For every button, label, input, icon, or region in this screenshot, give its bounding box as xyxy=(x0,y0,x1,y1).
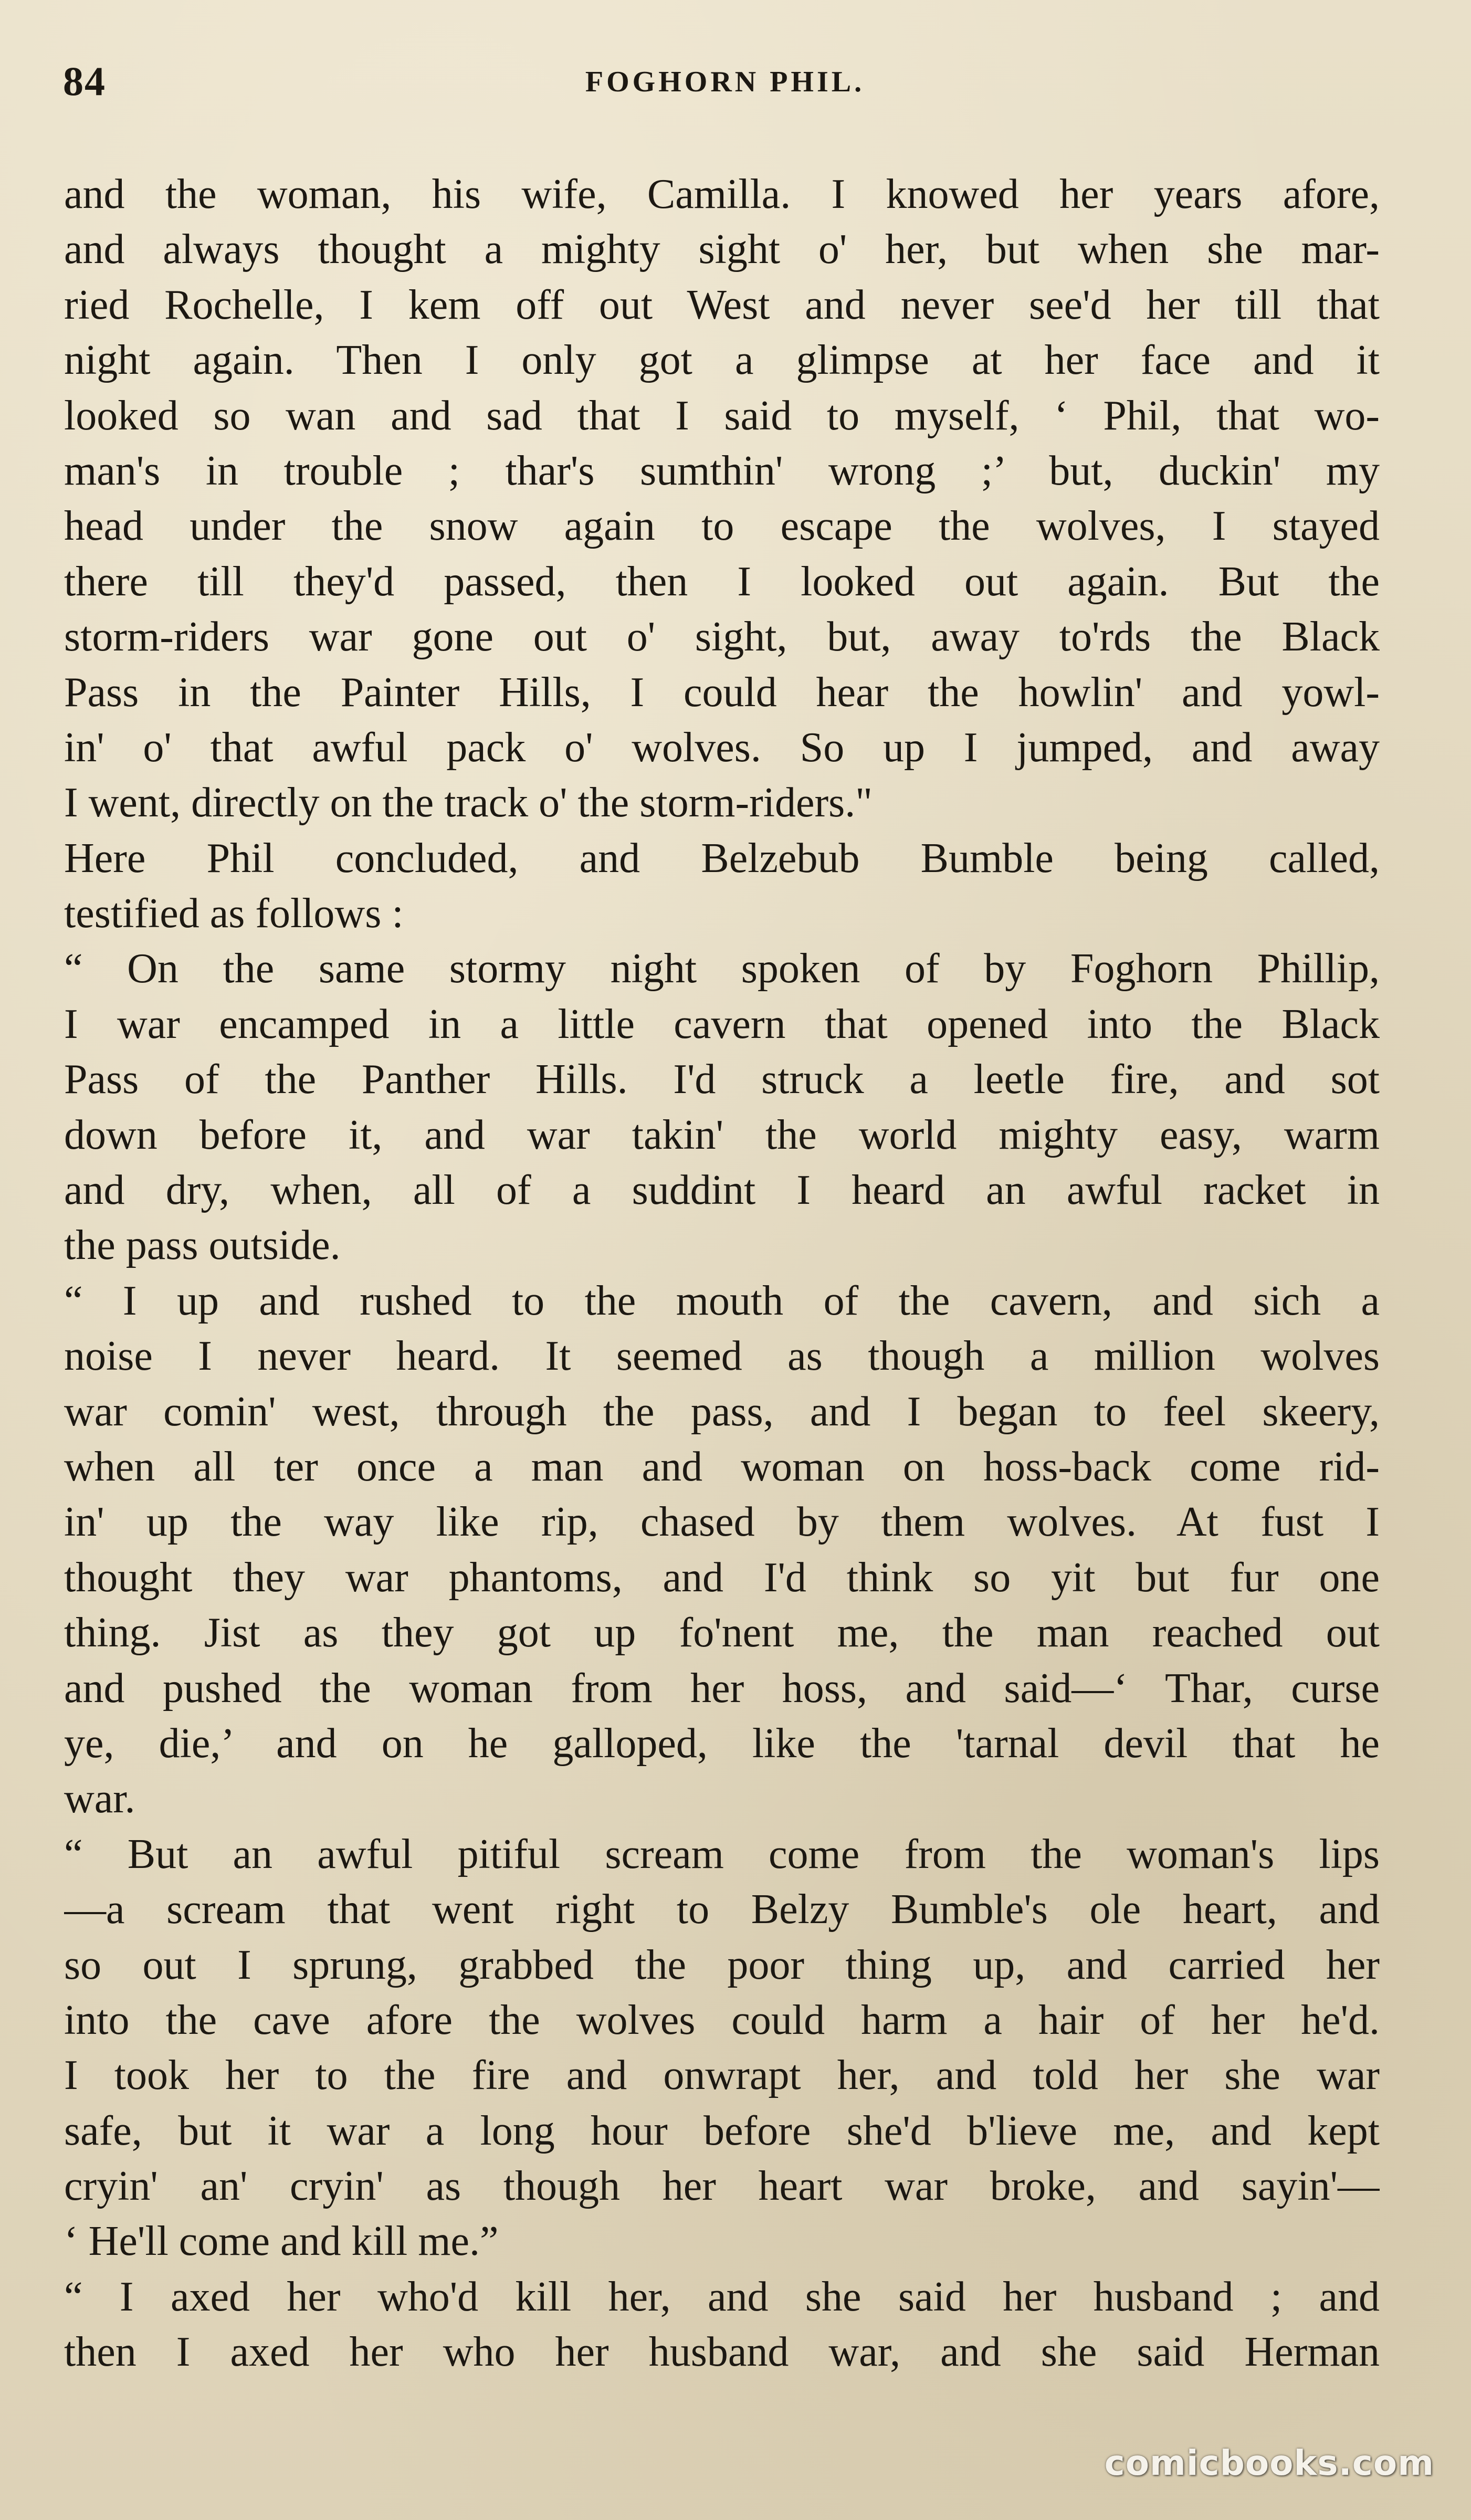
text-line: in' o' that awful pack o' wolves. So up I jumped, and away xyxy=(64,724,1380,771)
text-line: storm-riders war gone out o' sight, but, away to'rds the Black xyxy=(64,614,1380,660)
text-line: war comin' west, through the pass, and I began to feel skeery, xyxy=(64,1388,1380,1435)
text-line: there till they'd passed, then I looked out again. But the xyxy=(64,558,1380,605)
text-line: thing. Jist as they got up fo'nent me, the man reached out xyxy=(64,1610,1380,1656)
text-line: “ On the same stormy night spoken of by Foghorn Phillip, xyxy=(64,946,1380,992)
watermark-text: comicbooks.com xyxy=(1104,2443,1434,2483)
text-line: and dry, when, all of a suddint I heard an awful racket in xyxy=(64,1167,1380,1214)
text-line: down before it, and war takin' the world mighty easy, warm xyxy=(64,1111,1380,1158)
text-line: then I axed her who her husband war, and she said Herman xyxy=(64,2329,1380,2376)
text-line: cryin' an' cryin' as though her heart war broke, and sayin'— xyxy=(64,2163,1380,2210)
text-line: testified as follows : xyxy=(64,890,404,937)
text-line: looked so wan and sad that I said to myself, ‘ Phil, that wo- xyxy=(64,392,1380,439)
text-line: “ I axed her who'd kill her, and she said her husband ; and xyxy=(64,2273,1380,2320)
text-line: head under the snow again to escape the wolves, I stayed xyxy=(64,503,1380,550)
text-line: “ But an awful pitiful scream come from the woman's lips xyxy=(64,1831,1380,1877)
text-line: war. xyxy=(64,1776,135,1822)
text-line: in' up the way like rip, chased by them wolves. At fust I xyxy=(64,1499,1380,1546)
text-line: I took her to the fire and onwrapt her, and told her she war xyxy=(64,2052,1380,2099)
text-line: and always thought a mighty sight o' her, but when she mar- xyxy=(64,226,1380,273)
text-line: so out I sprung, grabbed the poor thing up, and carried her xyxy=(64,1941,1380,1988)
text-line: ‘ He'll come and kill me.” xyxy=(64,2218,499,2265)
text-line: the pass outside. xyxy=(64,1222,341,1269)
text-line: man's in trouble ; thar's sumthin' wrong ;’ but, duckin' my xyxy=(64,447,1380,494)
text-line: ye, die,’ and on he galloped, like the 'tarnal devil that he xyxy=(64,1720,1380,1767)
body-text xyxy=(64,167,1380,2380)
text-line: Here Phil concluded, and Belzebub Bumble being called, xyxy=(64,835,1380,881)
text-line: safe, but it war a long hour before she'd b'lieve me, and kept xyxy=(64,2107,1380,2154)
text-line: night again. Then I only got a glimpse at her face and it xyxy=(64,337,1380,384)
text-line: noise I never heard. It seemed as though a million wolves xyxy=(64,1333,1380,1380)
text-line: thought they war phantoms, and I'd think so yit but fur one xyxy=(64,1554,1380,1601)
text-line: “ I up and rushed to the mouth of the cavern, and sich a xyxy=(64,1277,1380,1324)
text-line: when all ter once a man and woman on hoss-back come rid- xyxy=(64,1443,1380,1490)
running-title: FOGHORN PHIL. xyxy=(585,66,865,98)
page-number: 84 xyxy=(63,58,106,104)
text-line: into the cave afore the wolves could harm a hair of her he'd. xyxy=(64,1997,1380,2043)
text-line: —a scream that went right to Belzy Bumble's ole heart, and xyxy=(64,1886,1380,1933)
page-header xyxy=(63,58,1387,116)
text-line: and the woman, his wife, Camilla. I knowed her years afore, xyxy=(64,171,1380,217)
text-line: ried Rochelle, I kem off out West and never see'd her till that xyxy=(64,281,1380,328)
text-line: Pass of the Panther Hills. I'd struck a leetle fire, and sot xyxy=(64,1056,1380,1103)
text-line: I went, directly on the track o' the storm-riders." xyxy=(64,780,873,826)
text-line: Pass in the Painter Hills, I could hear the howlin' and yowl- xyxy=(64,669,1380,716)
text-line: and pushed the woman from her hoss, and said—‘ Thar, curse xyxy=(64,1665,1380,1712)
text-line: I war encamped in a little cavern that opened into the Black xyxy=(64,1001,1380,1047)
